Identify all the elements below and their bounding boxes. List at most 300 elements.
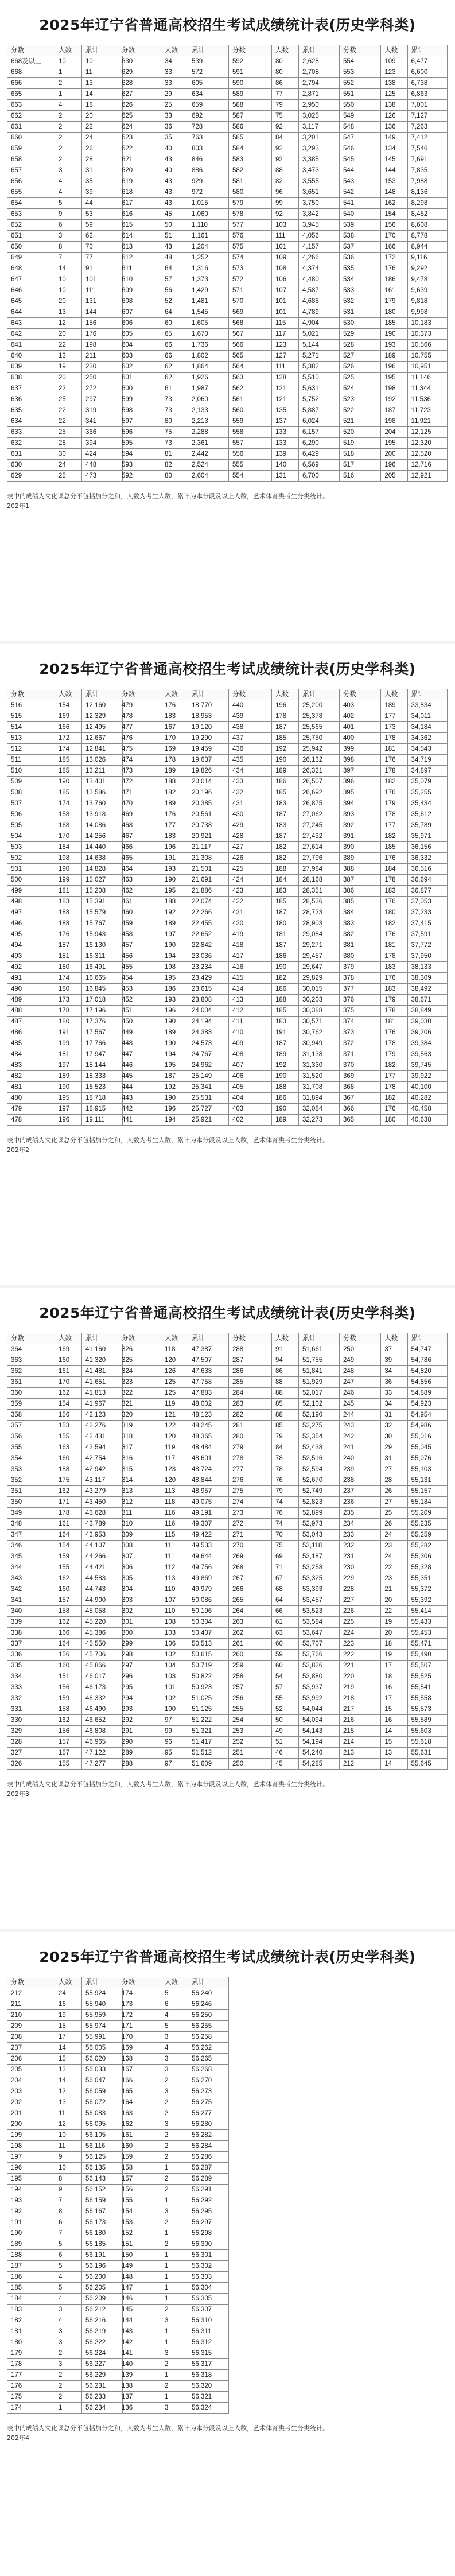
table-row <box>118 2348 229 2359</box>
count-cell: 194 <box>161 1049 188 1060</box>
table-row <box>229 787 340 798</box>
count-cell: 1 <box>161 2337 188 2348</box>
cumulative-cell: 2,288 <box>188 427 229 438</box>
column-header: 分数 <box>7 1977 55 1988</box>
table-row <box>340 405 448 416</box>
cumulative-cell: 54,285 <box>299 1759 340 1770</box>
score-cell: 449 <box>118 1027 161 1038</box>
cumulative-cell: 27,062 <box>299 809 340 820</box>
count-cell: 185 <box>272 733 299 744</box>
score-cell: 578 <box>229 209 272 220</box>
cumulative-cell: 34,719 <box>407 755 447 766</box>
table-row <box>7 2185 123 2195</box>
count-cell: 111 <box>272 231 299 242</box>
score-cell: 296 <box>118 1671 161 1682</box>
score-cell: 178 <box>7 2359 55 2370</box>
score-column-block <box>118 689 229 1126</box>
column-header: 分数 <box>340 1333 381 1344</box>
table-row <box>229 1442 340 1453</box>
score-cell: 630 <box>7 460 55 471</box>
score-cell: 196 <box>7 2163 55 2174</box>
table-row <box>7 242 123 253</box>
score-cell: 169 <box>118 2043 161 2054</box>
cumulative-cell: 55,184 <box>407 1497 447 1508</box>
score-cell: 334 <box>7 1671 55 1682</box>
count-cell: 159 <box>55 1693 82 1704</box>
count-cell: 77 <box>272 89 299 100</box>
table-row <box>7 133 123 143</box>
count-cell: 1 <box>161 2370 188 2381</box>
score-cell: 370 <box>340 1060 381 1071</box>
count-cell: 187 <box>161 1071 188 1082</box>
score-cell: 362 <box>7 1366 55 1377</box>
count-cell: 1 <box>161 2294 188 2305</box>
cumulative-cell: 56,301 <box>188 2250 229 2261</box>
table-row <box>229 143 340 154</box>
cumulative-cell: 22 <box>82 122 123 133</box>
cumulative-cell: 341 <box>82 416 123 427</box>
cumulative-cell: 25,200 <box>299 700 340 711</box>
cumulative-cell: 34,362 <box>407 733 447 744</box>
table-row <box>118 209 229 220</box>
cumulative-cell: 6,157 <box>299 427 340 438</box>
score-column-block <box>228 45 340 482</box>
count-cell: 138 <box>381 100 407 111</box>
score-cell: 163 <box>118 2108 161 2119</box>
score-cell: 148 <box>118 2272 161 2283</box>
cumulative-cell: 42,594 <box>82 1442 123 1453</box>
score-cell: 600 <box>118 383 161 394</box>
table-row <box>229 1562 340 1573</box>
score-cell: 504 <box>7 831 55 842</box>
score-cell: 320 <box>118 1410 161 1421</box>
count-cell: 15 <box>381 1704 407 1715</box>
table-row <box>340 1377 448 1388</box>
count-cell: 25 <box>161 100 188 111</box>
score-cell: 630 <box>118 56 161 67</box>
count-cell: 113 <box>161 1573 188 1584</box>
table-row <box>118 2032 229 2043</box>
score-cell: 289 <box>118 1748 161 1759</box>
score-cell: 410 <box>229 1027 272 1038</box>
table-row <box>118 1573 229 1584</box>
table-row <box>7 1071 123 1082</box>
score-cell: 360 <box>7 1388 55 1399</box>
count-cell: 180 <box>381 907 407 918</box>
table-row <box>229 809 340 820</box>
count-cell: 190 <box>55 777 82 787</box>
count-cell: 43 <box>161 176 188 187</box>
score-cell: 611 <box>118 263 161 274</box>
cumulative-cell: 15,579 <box>82 907 123 918</box>
count-cell: 161 <box>55 1366 82 1377</box>
table-row <box>229 744 340 755</box>
count-cell: 190 <box>272 1071 299 1082</box>
table-header-row <box>7 45 123 56</box>
cumulative-cell: 22,455 <box>188 918 229 929</box>
count-cell: 109 <box>272 253 299 263</box>
count-cell: 196 <box>161 1006 188 1017</box>
table-row <box>340 176 448 187</box>
count-cell: 123 <box>161 1464 188 1475</box>
score-cell: 569 <box>229 307 272 318</box>
count-cell: 188 <box>272 864 299 875</box>
page-title: 2025年辽宁省普通高校招生考试成绩统计表(历史学科类) <box>39 17 416 33</box>
score-cell: 506 <box>7 809 55 820</box>
cumulative-cell: 30,762 <box>299 1027 340 1038</box>
table-row <box>229 1071 340 1082</box>
table-row <box>7 56 123 67</box>
score-cell: 505 <box>7 820 55 831</box>
cumulative-cell: 38,849 <box>407 1006 447 1017</box>
count-cell: 127 <box>272 351 299 362</box>
count-cell: 34 <box>381 1366 407 1377</box>
count-cell: 13 <box>55 351 82 362</box>
score-table <box>228 45 340 482</box>
score-cell: 266 <box>229 1584 272 1595</box>
table-row <box>340 231 448 242</box>
score-cell: 245 <box>340 1399 381 1410</box>
cumulative-cell: 46,652 <box>82 1715 123 1726</box>
count-cell: 24 <box>55 460 82 471</box>
score-cell: 605 <box>118 329 161 340</box>
cumulative-cell: 26,321 <box>299 766 340 777</box>
cumulative-cell: 41,813 <box>82 1388 123 1399</box>
count-cell: 195 <box>381 438 407 449</box>
cumulative-cell: 56,209 <box>82 2294 123 2305</box>
table-row <box>229 329 340 340</box>
table-row <box>118 187 229 198</box>
count-cell: 179 <box>381 798 407 809</box>
count-cell: 50 <box>161 220 188 231</box>
score-cell: 409 <box>229 1038 272 1049</box>
count-cell: 151 <box>55 1671 82 1682</box>
cumulative-cell: 56,072 <box>82 2097 123 2108</box>
score-cell: 156 <box>118 2185 161 2195</box>
count-cell: 168 <box>55 820 82 831</box>
table-row <box>229 111 340 122</box>
count-cell: 74 <box>272 1497 299 1508</box>
cumulative-cell: 131 <box>82 296 123 307</box>
table-row <box>340 755 448 766</box>
score-cell: 311 <box>118 1508 161 1519</box>
count-cell: 22 <box>55 416 82 427</box>
cumulative-cell: 55,959 <box>82 2010 123 2021</box>
score-cell: 207 <box>7 2043 55 2054</box>
count-cell: 182 <box>381 918 407 929</box>
table-row <box>118 2195 229 2206</box>
cumulative-cell: 56,059 <box>82 2086 123 2097</box>
cumulative-cell: 56,105 <box>82 2130 123 2141</box>
cumulative-cell: 43,279 <box>82 1486 123 1497</box>
score-cell: 536 <box>340 253 381 263</box>
score-cell: 308 <box>118 1541 161 1551</box>
table-row <box>7 198 123 209</box>
cumulative-cell: 4,480 <box>299 274 340 285</box>
table-row <box>118 886 229 897</box>
table-row <box>229 1410 340 1421</box>
table-row <box>118 2359 229 2370</box>
score-cell: 472 <box>118 777 161 787</box>
cumulative-cell: 8,944 <box>407 242 447 253</box>
cumulative-cell: 55,328 <box>407 1562 447 1573</box>
score-cell: 187 <box>7 2261 55 2272</box>
score-cell: 535 <box>340 263 381 274</box>
count-cell: 79 <box>272 1486 299 1497</box>
count-cell: 134 <box>381 143 407 154</box>
cumulative-cell: 51,841 <box>299 1366 340 1377</box>
table-row <box>340 1617 448 1628</box>
count-cell: 159 <box>55 1551 82 1562</box>
column-header: 累计 <box>407 689 447 700</box>
count-cell: 106 <box>161 1639 188 1650</box>
score-cell: 452 <box>118 995 161 1006</box>
count-cell: 170 <box>55 831 82 842</box>
count-cell: 66 <box>161 351 188 362</box>
cumulative-cell: 11,921 <box>407 416 447 427</box>
table-row <box>229 154 340 165</box>
table-row <box>340 722 448 733</box>
table-row <box>7 165 123 176</box>
column-header: 人数 <box>161 1333 188 1344</box>
count-cell: 2 <box>161 2174 188 2185</box>
score-cell: 353 <box>7 1464 55 1475</box>
table-row <box>118 362 229 373</box>
table-row <box>340 198 448 209</box>
count-cell: 179 <box>381 296 407 307</box>
count-cell: 2 <box>161 2217 188 2228</box>
count-cell: 1 <box>161 2228 188 2239</box>
score-cell: 323 <box>118 1377 161 1388</box>
score-cell: 494 <box>7 940 55 951</box>
score-cell: 576 <box>229 231 272 242</box>
cumulative-cell: 156 <box>82 318 123 329</box>
cumulative-cell: 91 <box>82 263 123 274</box>
count-cell: 186 <box>381 274 407 285</box>
table-row <box>7 711 123 722</box>
score-cell: 443 <box>118 1093 161 1104</box>
count-cell: 164 <box>55 1530 82 1541</box>
score-cell: 305 <box>118 1573 161 1584</box>
count-cell: 199 <box>55 1038 82 1049</box>
table-row <box>118 2141 229 2152</box>
table-row <box>7 100 123 111</box>
cumulative-cell: 7,691 <box>407 154 447 165</box>
count-cell: 52 <box>161 296 188 307</box>
count-cell: 2 <box>55 2348 82 2359</box>
count-cell: 158 <box>55 1606 82 1617</box>
page-title: 2025年辽宁省普通高校招生考试成绩统计表(历史学科类) <box>39 661 416 677</box>
count-cell: 153 <box>55 1421 82 1431</box>
count-cell: 16 <box>55 1999 82 2010</box>
table-row <box>118 56 229 67</box>
score-cell: 193 <box>7 2195 55 2206</box>
cumulative-cell: 2,213 <box>188 416 229 427</box>
cumulative-cell: 56,229 <box>82 2370 123 2381</box>
cumulative-cell: 25,942 <box>299 744 340 755</box>
cumulative-cell: 10 <box>82 56 123 67</box>
table-row <box>340 471 448 482</box>
cumulative-cell: 13,918 <box>82 809 123 820</box>
table-row <box>118 1737 229 1748</box>
table-header-row <box>229 1333 340 1344</box>
score-cell: 354 <box>7 1453 55 1464</box>
count-cell: 180 <box>381 307 407 318</box>
cumulative-cell: 55,045 <box>407 1442 447 1453</box>
count-cell: 160 <box>55 1355 82 1366</box>
table-row <box>118 2108 229 2119</box>
score-cell: 352 <box>7 1475 55 1486</box>
score-cell: 161 <box>118 2130 161 2141</box>
count-cell: 190 <box>381 329 407 340</box>
count-cell: 195 <box>55 1093 82 1104</box>
cumulative-cell: 12,495 <box>82 722 123 733</box>
score-cell: 434 <box>229 766 272 777</box>
table-row <box>340 777 448 787</box>
score-cell: 389 <box>340 853 381 864</box>
count-cell: 199 <box>55 875 82 886</box>
cumulative-cell: 44,900 <box>82 1595 123 1606</box>
table-row <box>340 383 448 394</box>
score-cell: 291 <box>118 1726 161 1737</box>
score-table <box>7 1333 123 1770</box>
count-cell: 170 <box>381 231 407 242</box>
cumulative-cell: 50,086 <box>188 1595 229 1606</box>
table-row <box>118 154 229 165</box>
cumulative-cell: 3,750 <box>299 198 340 209</box>
cumulative-cell: 10,183 <box>407 318 447 329</box>
count-cell: 125 <box>381 89 407 100</box>
score-cell: 453 <box>118 984 161 995</box>
count-cell: 6 <box>55 220 82 231</box>
cumulative-cell: 21,308 <box>188 853 229 864</box>
score-cell: 382 <box>340 929 381 940</box>
score-cell: 461 <box>118 897 161 907</box>
table-header-row <box>340 689 448 700</box>
table-row <box>340 1104 448 1115</box>
score-table <box>339 45 448 482</box>
table-row <box>229 1661 340 1671</box>
count-cell: 169 <box>55 1344 82 1355</box>
count-cell: 33 <box>161 111 188 122</box>
score-cell: 149 <box>118 2261 161 2272</box>
column-header: 人数 <box>161 1977 188 1988</box>
count-cell: 194 <box>161 1115 188 1126</box>
table-row <box>7 842 123 853</box>
footnote-line: 表中的成绩为文化课总分不包括加分之和，人数为考生人数，累计为本分段及以上人数，艺术体育类考生分类统计。 <box>7 1136 329 1144</box>
score-cell: 405 <box>229 1082 272 1093</box>
table-row <box>7 340 123 351</box>
score-table <box>118 689 229 1126</box>
table-row <box>7 766 123 777</box>
table-row <box>7 122 123 133</box>
score-cell: 433 <box>229 777 272 787</box>
score-cell: 339 <box>7 1617 55 1628</box>
count-cell: 172 <box>381 253 407 263</box>
score-cell: 392 <box>340 820 381 831</box>
score-cell: 495 <box>7 929 55 940</box>
count-cell: 51 <box>161 231 188 242</box>
table-row <box>118 2370 229 2381</box>
count-cell: 198 <box>55 853 82 864</box>
score-column-block <box>339 689 448 1126</box>
column-header: 人数 <box>272 1333 299 1344</box>
score-cell: 247 <box>340 1377 381 1388</box>
table-row <box>7 1355 123 1366</box>
cumulative-cell: 24,573 <box>188 1038 229 1049</box>
table-row <box>118 1104 229 1115</box>
cumulative-cell: 25,565 <box>299 722 340 733</box>
score-table <box>339 689 448 1126</box>
count-cell: 102 <box>161 1650 188 1661</box>
count-cell: 174 <box>55 798 82 809</box>
score-cell: 373 <box>340 1027 381 1038</box>
cumulative-cell: 7,546 <box>407 143 447 154</box>
cumulative-cell: 16,845 <box>82 984 123 995</box>
count-cell: 125 <box>161 1377 188 1388</box>
score-cell: 428 <box>229 831 272 842</box>
score-cell: 550 <box>340 100 381 111</box>
cumulative-cell: 55,433 <box>407 1617 447 1628</box>
table-row <box>229 907 340 918</box>
cumulative-cell: 272 <box>82 383 123 394</box>
count-cell: 48 <box>161 253 188 263</box>
cumulative-cell: 4,587 <box>299 285 340 296</box>
cumulative-cell: 13,401 <box>82 777 123 787</box>
cumulative-cell: 54,143 <box>299 1726 340 1737</box>
count-cell: 8 <box>55 2206 82 2217</box>
count-cell: 84 <box>272 1442 299 1453</box>
table-row <box>118 1006 229 1017</box>
count-cell: 195 <box>381 373 407 383</box>
table-row <box>229 438 340 449</box>
count-cell: 28 <box>381 1475 407 1486</box>
score-cell: 254 <box>229 1715 272 1726</box>
table-row <box>7 820 123 831</box>
table-row <box>118 875 229 886</box>
cumulative-cell: 1,429 <box>188 285 229 296</box>
table-row <box>7 1562 123 1573</box>
score-cell: 639 <box>7 362 55 373</box>
count-cell: 186 <box>272 984 299 995</box>
score-table <box>7 1977 123 2414</box>
table-row <box>229 1355 340 1366</box>
score-cell: 615 <box>118 220 161 231</box>
count-cell: 185 <box>55 787 82 798</box>
score-cell: 188 <box>7 2250 55 2261</box>
count-cell: 39 <box>381 1355 407 1366</box>
count-cell: 160 <box>55 1584 82 1595</box>
table-row <box>7 1715 123 1726</box>
count-cell: 45 <box>272 1759 299 1770</box>
cumulative-cell: 44,583 <box>82 1573 123 1584</box>
cumulative-cell: 52,275 <box>299 1421 340 1431</box>
score-cell: 491 <box>7 973 55 984</box>
table-row <box>229 253 340 263</box>
cumulative-cell: 38,309 <box>407 973 447 984</box>
count-cell: 121 <box>272 383 299 394</box>
table-row <box>229 1704 340 1715</box>
count-cell: 4 <box>55 100 82 111</box>
cumulative-cell: 8,298 <box>407 198 447 209</box>
score-cell: 419 <box>229 929 272 940</box>
cumulative-cell: 53,647 <box>299 1628 340 1639</box>
cumulative-cell: 1,252 <box>188 253 229 263</box>
count-cell: 55 <box>272 1693 299 1704</box>
score-cell: 402 <box>229 1115 272 1126</box>
count-cell: 26 <box>381 1519 407 1530</box>
score-cell: 239 <box>340 1464 381 1475</box>
